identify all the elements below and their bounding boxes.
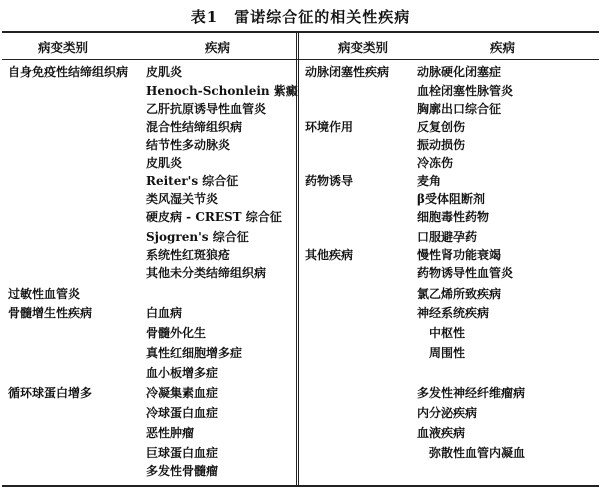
table-row	[0, 424, 601, 442]
table-row	[0, 82, 601, 100]
table-row	[0, 100, 601, 118]
table-row	[0, 384, 601, 402]
cell-left-disease: 硬皮病 - CREST 综合征	[146, 210, 282, 224]
cell-right-disease: 多发性神经纤维瘤病	[417, 386, 526, 400]
cell-left-disease: 结节性多动脉炎	[146, 138, 231, 152]
cell-left-disease: 皮肌炎	[146, 156, 183, 170]
header-left-category: 病变类别	[38, 40, 89, 55]
table-row	[0, 364, 601, 382]
table-row	[0, 208, 601, 226]
cell-right-disease: 振动损伤	[417, 138, 466, 152]
cell-left-disease: 冷球蛋白血症	[146, 406, 219, 420]
cell-left-disease: 恶性肿瘤	[146, 426, 195, 440]
cell-right-disease: 中枢性	[417, 326, 466, 340]
cell-right-disease: 细胞毒性药物	[417, 210, 490, 224]
cell-right-disease: 内分泌疾病	[417, 406, 478, 420]
cell-right-disease: 口服避孕药	[417, 230, 478, 244]
cell-right-disease: 周围性	[417, 346, 466, 360]
cell-left-disease: 皮肌炎	[146, 65, 183, 79]
cell-left-disease: 其他未分类结缔组织病	[146, 266, 267, 280]
cell-left-disease: 系统性红斑狼疮	[146, 248, 231, 262]
table-row	[0, 462, 601, 480]
cell-left-category: 循环球蛋白增多	[8, 386, 93, 400]
table-row	[0, 304, 601, 322]
cell-right-category: 其他疾病	[305, 248, 354, 262]
table-row	[0, 172, 601, 190]
header-right-disease: 疾病	[490, 40, 516, 55]
cell-right-category: 动脉闭塞性疾病	[305, 65, 390, 79]
cell-right-disease: 冷冻伤	[417, 156, 454, 170]
table-row	[0, 63, 601, 81]
cell-right-disease: β受体阻断剂	[417, 192, 485, 206]
table-row	[0, 154, 601, 172]
cell-right-category: 药物诱导	[305, 174, 354, 188]
cell-right-disease: 慢性肾功能衰竭	[417, 248, 502, 262]
cell-left-disease: 真性红细胞增多症	[146, 346, 243, 360]
cell-left-disease: 骨髓外化生	[146, 326, 207, 340]
table-row	[0, 285, 601, 303]
table-row	[0, 190, 601, 208]
cell-left-disease: 冷凝集素血症	[146, 386, 219, 400]
cell-left-disease: 巨球蛋白血症	[146, 446, 219, 460]
cell-right-disease: 氯乙烯所致疾病	[417, 287, 502, 301]
cell-right-disease: 药物诱导性血管炎	[417, 266, 514, 280]
cell-left-category: 过敏性血管炎	[8, 287, 81, 301]
table-top-rule	[2, 31, 599, 33]
cell-left-category: 自身免疫性结缔组织病	[8, 65, 129, 79]
table-row	[0, 228, 601, 246]
cell-right-category: 环境作用	[305, 120, 354, 134]
cell-left-disease: 血小板增多症	[146, 366, 219, 380]
cell-left-disease: 类风湿关节炎	[146, 192, 219, 206]
header-right-category: 病变类别	[338, 40, 389, 55]
header-left-disease: 疾病	[205, 40, 231, 55]
cell-left-disease: 白血病	[146, 306, 183, 320]
table-header-rule	[2, 59, 599, 60]
cell-left-disease: 乙肝抗原诱导性血管炎	[146, 102, 267, 116]
cell-left-disease: Sjogren's 综合征	[146, 230, 249, 244]
cell-right-disease: 血液疾病	[417, 426, 466, 440]
table-title: 表1 雷诺综合征的相关性疾病	[190, 8, 411, 26]
cell-right-disease: 麦角	[417, 174, 442, 188]
table-row	[0, 404, 601, 422]
table-row	[0, 344, 601, 362]
cell-left-category: 骨髓增生性疾病	[8, 306, 93, 320]
cell-left-disease: Reiter's 综合征	[146, 174, 239, 188]
cell-left-disease: 多发性骨髓瘤	[146, 464, 219, 478]
table-row	[0, 324, 601, 342]
cell-right-disease: 血栓闭塞性脉管炎	[417, 84, 514, 98]
table-row	[0, 264, 601, 282]
table-row	[0, 136, 601, 154]
cell-left-disease: 混合性结缔组织病	[146, 120, 243, 134]
cell-right-disease: 反复创伤	[417, 120, 466, 134]
table-bottom-rule	[2, 485, 599, 487]
cell-right-disease: 神经系统疾病	[417, 306, 490, 320]
cell-right-disease: 弥散性血管内凝血	[417, 446, 526, 460]
cell-left-disease: Henoch-Schonlein 紫癜	[146, 84, 298, 98]
cell-right-disease: 胸廓出口综合征	[417, 102, 502, 116]
table-row	[0, 118, 601, 136]
table-row	[0, 246, 601, 264]
cell-right-disease: 动脉硬化闭塞症	[417, 65, 502, 79]
table-row	[0, 444, 601, 462]
